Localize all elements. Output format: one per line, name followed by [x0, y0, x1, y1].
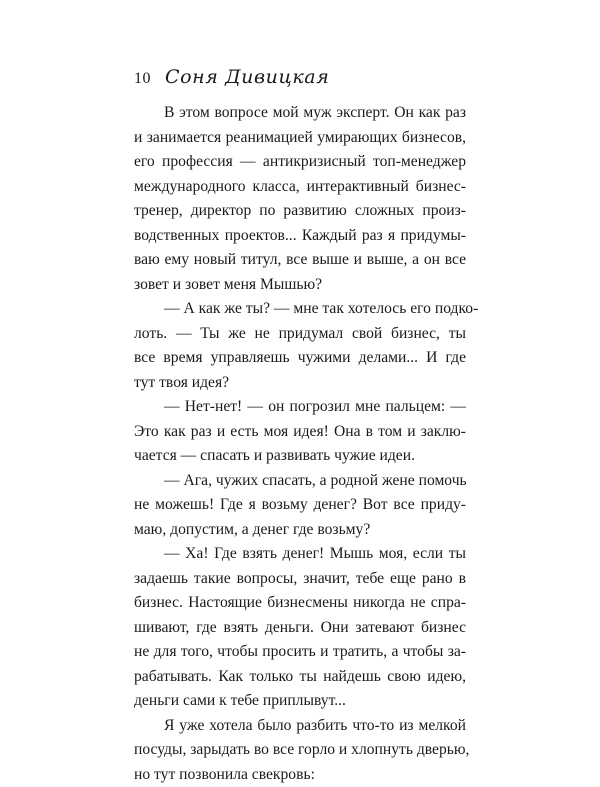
page-number: 10	[134, 70, 151, 88]
text-line: посуды, зарыдать во все горло и хлопнуть дверью,	[134, 738, 466, 763]
text-line: тут твоя идея?	[134, 371, 466, 396]
text-line: — А как же ты? — мне так хотелось его подко-	[134, 297, 466, 322]
text-line: но тут позвонила свекровь:	[134, 763, 466, 787]
text-line: маю, допустим, а денег где возьму?	[134, 518, 466, 543]
text-line: международного класса, интерактивный бизнес-	[134, 175, 466, 200]
author-name: Соня Дивицкая	[165, 66, 329, 88]
text-line: лоть. — Ты же не придумал свой бизнес, ты	[134, 322, 466, 347]
text-line: задаешь такие вопросы, значит, тебе еще рано в	[134, 567, 466, 592]
body-text	[134, 101, 466, 787]
text-line: Я уже хотела было разбить что-то из мелкой	[134, 714, 466, 739]
text-line: водственных проектов... Каждый раз я придумы-	[134, 224, 466, 249]
text-line: Это как раз и есть моя идея! Она в том и заклю-	[134, 420, 466, 445]
text-line: В этом вопросе мой муж эксперт. Он как раз	[134, 101, 466, 126]
text-line: шивают, где взять деньги. Они затевают бизнес	[134, 616, 466, 641]
text-line: тренер, директор по развитию сложных произ-	[134, 199, 466, 224]
text-line: зовет и зовет меня Мышью?	[134, 273, 466, 298]
text-line: — Ха! Где взять денег! Мышь моя, если ты	[134, 542, 466, 567]
text-line: чается — спасать и развивать чужие идеи.	[134, 444, 466, 469]
text-line: и занимается реанимацией умирающих бизнесов,	[134, 126, 466, 151]
text-line: бизнес. Настоящие бизнесмены никогда не спра-	[134, 591, 466, 616]
text-line: — Нет-нет! — он погрозил мне пальцем: —	[134, 395, 466, 420]
text-line: рабатывать. Как только ты найдешь свою идею,	[134, 665, 466, 690]
text-line: деньги сами к тебе приплывут...	[134, 689, 466, 714]
text-line: все время управляешь чужими делами... И где	[134, 346, 466, 371]
text-line: не можешь! Где я возьму денег? Вот все приду-	[134, 493, 466, 518]
text-line: — Ага, чужих спасать, а родной жене помочь	[134, 469, 466, 494]
text-line: его профессия — антикризисный топ-менеджер	[134, 150, 466, 175]
text-line: ваю ему новый титул, все выше и выше, а он все	[134, 248, 466, 273]
text-line: не для того, чтобы просить и тратить, а чтобы за-	[134, 640, 466, 665]
running-head	[134, 66, 329, 96]
